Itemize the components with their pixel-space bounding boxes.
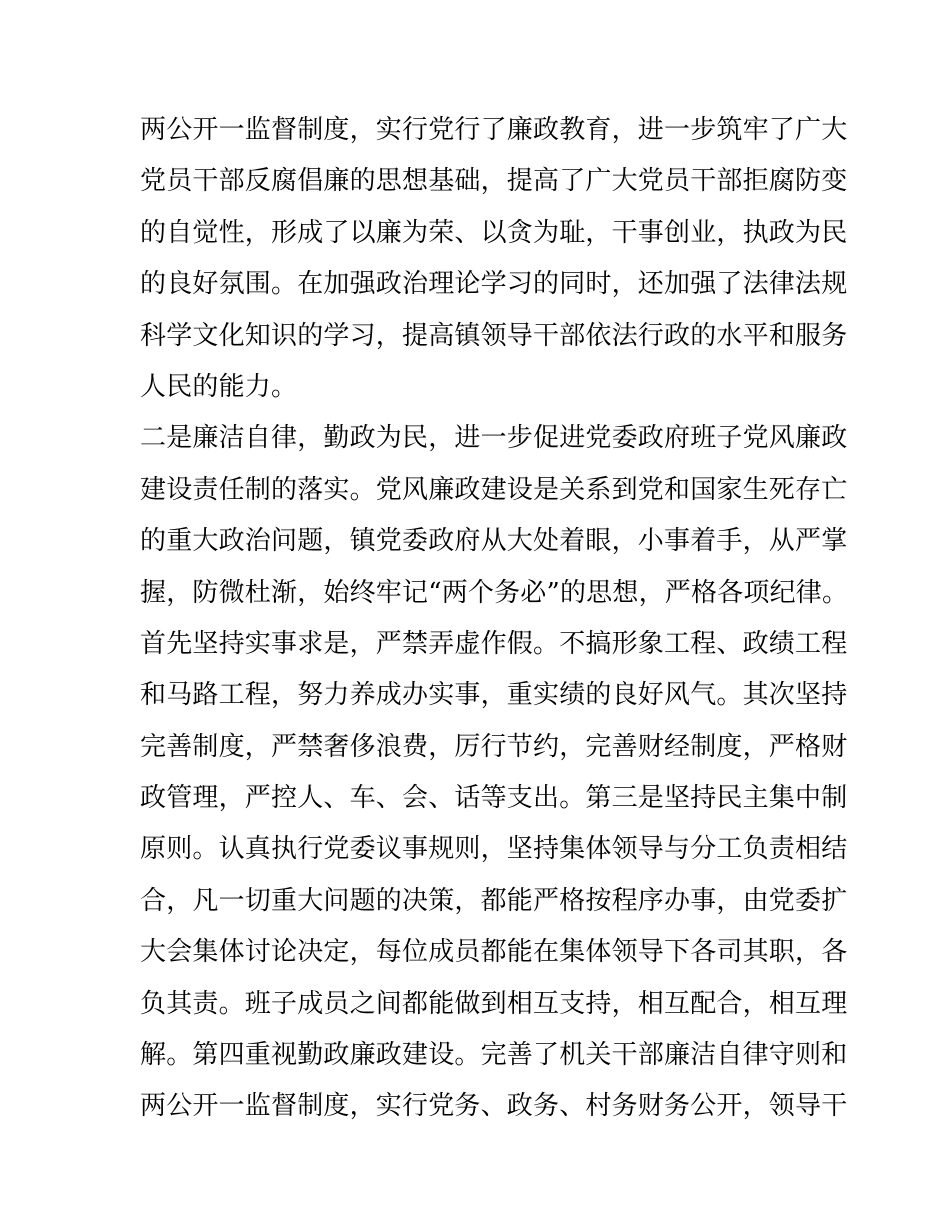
text-line: 完善制度，严禁奢侈浪费，厉行节约，完善财经制度，严格财 [140,731,848,762]
text-line: 两公开一监督制度，实行党务、政务、村务财务公开，领导干 [140,1091,848,1122]
text-line: 解。第四重视勤政廉政建设。完善了机关干部廉洁自律守则和 [140,1040,848,1071]
body-text [140,105,849,1133]
text-line: 科学文化知识的学习，提高镇领导干部依法行政的水平和服务 [140,320,848,351]
text-line: 握，防微杜渐，始终牢记“两个务必”的思想，严格各项纪律。 [140,577,849,608]
text-line: 的良好氛围。在加强政治理论学习的同时，还加强了法律法规 [140,269,848,300]
text-line: 二是廉洁自律，勤政为民，进一步促进党委政府班子党风廉政 [140,423,848,454]
text-line: 政管理，严控人、车、会、话等支出。第三是坚持民主集中制 [140,783,848,814]
text-line: 建设责任制的落实。党风廉政建设是关系到党和国家生死存亡 [140,474,848,505]
text-line: 首先坚持实事求是，严禁弄虚作假。不搞形象工程、政绩工程 [140,628,848,659]
text-line: 党员干部反腐倡廉的思想基础，提高了广大党员干部拒腐防变 [140,166,848,197]
text-line: 和马路工程，努力养成办实事，重实绩的良好风气。其次坚持 [140,680,848,711]
text-line: 原则。认真执行党委议事规则，坚持集体领导与分工负责相结 [140,834,848,865]
text-line: 两公开一监督制度，实行党行了廉政教育，进一步筑牢了广大 [140,115,848,145]
text-line: 的自觉性，形成了以廉为荣、以贪为耻，干事创业，执政为民 [140,217,848,248]
text-line: 大会集体讨论决定，每位成员都能在集体领导下各司其职，各 [140,937,848,968]
text-line: 合，凡一切重大问题的决策，都能严格按程序办事，由党委扩 [140,885,848,916]
text-line: 人民的能力。 [140,371,298,402]
text-line: 的重大政治问题，镇党委政府从大处着眼，小事着手，从严掌 [140,526,848,557]
text-line: 负其责。班子成员之间都能做到相互支持，相互配合，相互理 [140,988,848,1019]
